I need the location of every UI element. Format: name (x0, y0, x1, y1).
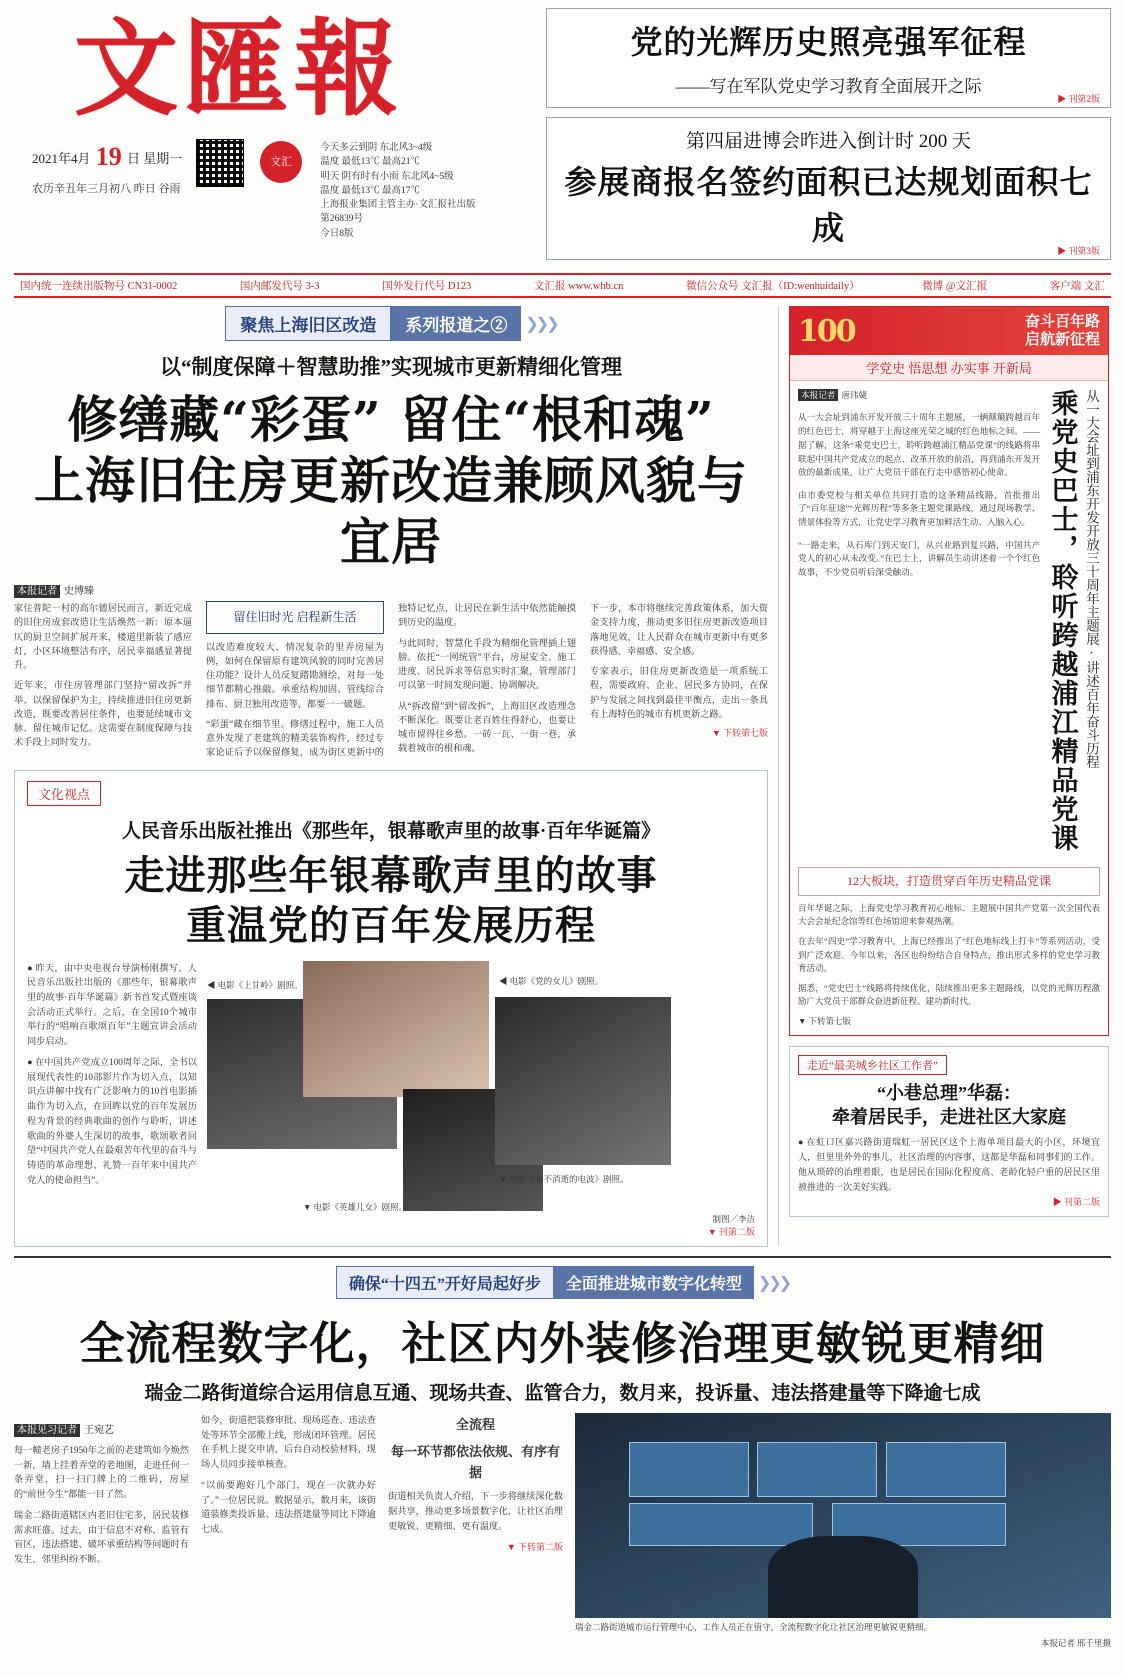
lead-para-7: 专家表示，旧住房更新改造是一项系统工程，需要政府、企业、居民多方协同，在保护与发展之间找到最佳平衡点，走出一条具有上海特色的城市有机更新之路。 (590, 666, 768, 719)
culture-title-line1: 走进那些年银幕歌声里的故事 (124, 851, 658, 899)
bar-item-4: 微信公众号 文汇报（ID:wenhuidaily） (686, 281, 860, 292)
cpc-slogan-line2: 启航新征程 (1024, 332, 1100, 348)
culture-photo-label-2: ◀ 电影《党的女儿》剧照。 (499, 975, 604, 986)
photo-screen-2 (757, 1442, 877, 1497)
series-ribbon-left: 聚焦上海旧区改造 (225, 306, 391, 341)
date-text: 2021年4月 (32, 151, 91, 167)
series-ribbon-right (391, 306, 521, 341)
photo-person (768, 1536, 918, 1618)
community-sign: ▶ 刊第二版 (1052, 1196, 1100, 1207)
publisher-line: 上海报业集团主管主办·文汇报社出版 (320, 200, 476, 211)
culture-tab-label[interactable]: 文化视点 (27, 781, 101, 806)
bar-item-3[interactable]: 文汇报 www.whb.cn (533, 281, 624, 292)
culture-credit: 制图／李洁 (712, 1213, 755, 1224)
lead-pullquote: 留住旧时光 启程新生活 (206, 601, 384, 634)
byline-tag: 本报记者 (14, 585, 60, 598)
issue-number: 第26839号 (320, 214, 364, 225)
top-headline-1-ref: ▶ 刊第2版 (1057, 94, 1100, 104)
cpc-more-0: 百年华诞之际，上海党史学习教育初心地标、主题展中国共产党第一次全国代表大会会址纪念馆等红色场馆迎来参观热潮。 (798, 902, 1100, 927)
bottom-ribbon-right: 全面推进城市数字化转型 (554, 1266, 754, 1299)
top-headline-1-sub: ——写在军队党史学习教育全面展开之际 (675, 77, 982, 96)
page-count: 今日8版 (320, 228, 354, 239)
bottom-photo-credit: 本报记者 邢千里摄 (1040, 1637, 1111, 1648)
lead-title-line2: 上海旧住房更新改造兼顾风貌与宜居 (34, 451, 748, 571)
cpc-centenary-block (789, 306, 1109, 1036)
bar-item-6: 客户端 文汇 (1049, 281, 1105, 292)
bottom-para-1: 瑞金二路街道辖区内老旧住宅多，居民装修需求旺盛。过去，由于信息不对称、监管有盲区，违法搭建、破坏承重结构等问题时有发生，邻里纠纷不断。 (14, 1509, 189, 1565)
lead-byline (14, 582, 768, 597)
series-ribbon (14, 306, 768, 341)
cpc-byline-name: 唐玮婕 (841, 390, 868, 400)
issue-date (32, 137, 182, 176)
seal-icon: 文汇 (260, 141, 302, 183)
bottom-byline-name: 王宛艺 (84, 1425, 114, 1436)
top-headline-2-ref: ▶ 刊第3版 (1057, 246, 1100, 256)
ribbon-arrows-icon: ❯❯❯ (525, 315, 557, 333)
top-headline-2[interactable] (546, 117, 1111, 260)
lead-para-6: 下一步，本市将继续完善政策体系，加大资金支持力度，推动更多旧住房更新改造项目落地见效，让人民群众在城市更新中有更多获得感、幸福感、安全感。 (590, 603, 768, 656)
date-block (32, 137, 182, 196)
bottom-section (14, 1256, 1111, 1650)
community-title-line2: 牵着居民手，走进社区大家庭 (832, 1106, 1066, 1127)
photo-screen-1 (629, 1442, 749, 1497)
culture-sign: ▼ 刊第二版 (707, 1226, 755, 1237)
bottom-section-label: 全流程 (455, 1417, 495, 1432)
bottom-endmark: ▼ 下转第二版 (506, 1541, 563, 1552)
cpc-highlight-box: 12大板块，打造贯穿百年历史精品党课 (798, 867, 1100, 896)
community-tab-label[interactable]: 走近“最美城乡社区工作者” (798, 1055, 947, 1075)
culture-photo-4 (495, 997, 671, 1165)
weather-line-1: 今天多云到阴 东北风3~4级 (320, 143, 433, 154)
bottom-para-3: “以前要跑好几个部门，现在一次就办好了。”一位居民说。数据显示，数月来，该街道装修类投诉量、违法搭建量等同比下降逾七成。 (201, 1479, 376, 1535)
cpc-more-1: 在去年“四史”学习教育中，上海已经推出了“红色地标线上打卡”等系列活动，受到广泛欢迎。今年以来，各区也纷纷结合自身特点，推出形式多样的党史学习教育活动。 (798, 935, 1100, 974)
bottom-photo (575, 1413, 1111, 1618)
masthead (14, 8, 1111, 269)
community-title-line1: “小巷总理”华磊： (877, 1082, 1021, 1103)
bottom-para-0: 每一幢老房子1950年之前的老建筑如今焕然一新，墙上挂着弄堂的老地图，走进任何一条弄堂，扫一扫门牌上的二维码，房屋的“前世今生”都能一目了然。 (14, 1445, 189, 1500)
culture-photo-label-3: ▼ 电影《永不消逝的电波》剧照。 (499, 1173, 629, 1184)
masthead-left (14, 8, 534, 241)
series-number: ② (490, 316, 508, 335)
bottom-ribbon (14, 1266, 1111, 1299)
culture-body (27, 961, 755, 1211)
cpc-vertical-title: 乘党史巴士，聆听跨越浦江精品党课 (1046, 389, 1078, 853)
bottom-para-4: 街道相关负责人介绍，下一步将继续深化数据共享，推动更多场景数字化，让社区治理更敏锐、更精细、更有温度。 (388, 1491, 563, 1531)
cpc-byline-tag: 本报记者 (798, 389, 838, 401)
lead-para-1: 近年来，市住房管理部门坚持“留改拆”并举、以保留保护为主，持续推进旧住房更新改造，既要改善居住条件，也要延续城市文脉、留住城市记忆。这需要在制度保障与技术手段上同时发力。 (14, 680, 192, 748)
culture-para-0: ● 昨天，由中央电视台导演杨刚撰写、人民音乐出版社出版的《那些年，银幕歌声里的故事·百年华诞篇》新书首发式暨座谈会活动正式举行。之后，在全国10个城市举行的“唱响百歌颂百年”主题宣讲会活动同步启动。 (27, 962, 197, 1047)
bottom-body (14, 1413, 1111, 1650)
date-day: 19 (95, 142, 122, 172)
series-ribbon-right-label: 系列报道之 (405, 316, 491, 335)
publication-info-bar (14, 273, 1111, 298)
culture-photo-label-4: ▼ 电影《英雄儿女》剧照。 (303, 1201, 408, 1212)
bottom-photo-caption: 瑞金二路街道城市运行管理中心，工作人员正在值守。全流程数字化让社区治理更敏锐更精细。 (575, 1622, 933, 1632)
culture-text (27, 961, 197, 1211)
bar-item-0: 国内统一连续出版物号 CN31-0002 (20, 281, 178, 292)
community-text: ● 在虹口区嘉兴路街道瑞虹一居民区这个上海单项目最大的小区，环境宜人，但里里外外的事儿，社区治理的内容事，这都是华磊和同事们的工作。他从琐碎的治理着眼，也是居民在国际化程度高、老龄化轻户重的居民区里被推进的一次美好实践。 (798, 1137, 1100, 1192)
lead-endmark: ▼ 下转第七版 (711, 728, 768, 738)
photo-screen-3 (886, 1442, 1006, 1497)
left-column (14, 306, 779, 1246)
cpc-sign: ▼ 下转第七版 (798, 1015, 852, 1026)
masthead-meta (14, 137, 534, 241)
main-content (14, 306, 1111, 1246)
bar-item-5: 微博 @文汇报 (922, 281, 988, 292)
cpc-inner (790, 381, 1108, 861)
lead-para-4: 与此同时，智慧化手段为精细化管理插上翅膀。依托“一网统管”平台，房屋安全、施工进度、居民诉求等信息实时汇聚，管理部门可以第一时间发现问题、协调解决。 (398, 637, 576, 691)
cpc-para-0: 从一大会址到浦东开发开放三十周年主题展，一辆颠簸跨越百年的红色巴士，将穿越于上海这座光荣之城的红色地标之间。——据了解，这条“乘党史巴士，聆听跨越浦江精品党课”的线路将串联起中国共产党成立的起点、改革开放的前沿，再到浦东开发开放的最新成果，让广大党员干部在行走中感悟初心使命。 (798, 412, 1041, 478)
bottom-photo-wrap (575, 1413, 1111, 1650)
lead-shoulder: 以“制度保障＋智慧助推”实现城市更新精细化管理 (160, 355, 622, 379)
top-headline-2-title: 参展商报名签约面积已达规划面积七成 (564, 163, 1093, 247)
cpc-subline: 学党史 悟思想 办实事 开新局 (790, 355, 1108, 381)
date-weekday: 日 星期一 (127, 151, 183, 167)
lead-body (14, 601, 768, 760)
cpc-more-2: 据悉，“党史巴士”线路将持续优化，陆续推出更多主题路线，以党的光辉历程激励广大党员干部群众奋进新征程、建功新时代。 (798, 982, 1100, 1007)
lunar-date: 农历辛丑年三月初八 昨日 谷雨 (32, 183, 181, 196)
lead-para-0: 家住普陀一村的高尔德居民而言，新近完成的旧住房成套改造让生活焕然一新：原本逼仄的厨卫空间扩展开来，楼道里新装了感应灯，小区环境整洁有序，居民幸福感显著提升。 (14, 603, 192, 670)
right-column (779, 306, 1109, 1246)
qr-code-icon[interactable] (196, 139, 244, 187)
byline-name: 史博臻 (64, 586, 94, 597)
lead-para-3: “彩蛋”藏在细节里。修缮过程中，施工人员意外发现了老建筑的精美装饰构件，经过专家论证后予以保留修复，成为街区更新中的独特记忆点，让居民在新生活中依然能触摸到历史的温度。 (206, 603, 576, 758)
bottom-title: 全流程数字化，社区内外装修治理更敏锐更精细 (79, 1317, 1046, 1370)
weather-and-publisher (320, 141, 475, 241)
top-headline-1-title: 党的光辉历史照亮强军征程 (630, 23, 1027, 61)
bottom-byline-tag: 本报见习记者 (14, 1424, 80, 1437)
culture-photo-2 (303, 961, 489, 1097)
bottom-col-1 (14, 1413, 189, 1650)
cpc-100-badge: 100 (798, 313, 855, 349)
culture-kicker: 人民音乐出版社推出《那些年，银幕歌声里的故事·百年华诞篇》 (121, 820, 661, 842)
bottom-section-label-2: 每一环节都依法依规、有序有据 (390, 1443, 560, 1480)
bottom-subtitle: 瑞金二路街道综合运用信息互通、现场共查、监管合力，数月来，投诉量、违法搭建量等下降逾七成 (144, 1383, 981, 1404)
weather-line-2: 温度 最低13℃ 最高21℃ (320, 157, 421, 168)
culture-photo-grid (207, 961, 755, 1211)
weather-line-3: 明天 阴有时有小雨 东北风4~5级 (320, 171, 454, 182)
cpc-vertical-sub: 从一大会址到浦东开发开放三十周年主题展·讲述百年奋斗历程 (1084, 389, 1099, 769)
bottom-col-3 (388, 1413, 563, 1650)
bottom-para-2: 如今，街道把装修审批、现场巡查、违法查处等环节全部搬上线，形成闭环管理。居民在手机上提交申请，后台自动校验材料，现场人员同步接单核查。 (201, 1415, 376, 1470)
bottom-col-2 (201, 1413, 376, 1650)
cpc-byline (798, 389, 1040, 403)
newspaper-logo: 文匯報 (74, 7, 405, 130)
bottom-byline (14, 1423, 189, 1439)
cpc-banner (790, 307, 1108, 355)
bottom-ribbon-left: 确保“十四五”开好局起好步 (336, 1266, 554, 1299)
bar-item-1: 国内邮发代号 3-3 (239, 281, 320, 292)
top-headline-2-kicker: 第四届进博会昨进入倒计时 200 天 (685, 131, 971, 152)
weather-line-4: 温度 最低13℃ 最高17℃ (320, 185, 421, 196)
top-headline-1[interactable] (546, 8, 1111, 108)
culture-photo-label-1: ◀ 电影《上甘岭》剧照。 (207, 979, 303, 990)
lead-para-2: 以改造难度较大、情况复杂的里弄房屋为例，如何在保留原有建筑风貌的同时完善居住功能？设计人员反复踏勘测绘，对每一处细节都精心推敲。承重结构加固、管线综合排布、厨卫独用改造等，都要一一破题。 (206, 641, 384, 709)
masthead-right (546, 8, 1111, 269)
bottom-ribbon-arrows-icon: ❯❯❯ (757, 1274, 790, 1292)
photo-screen-4 (629, 1503, 813, 1546)
cpc-text (798, 389, 1040, 853)
cpc-para-1: 由市委党校与相关单位共同打造的这条精品线路，首批推出了“百年征途”“光辉历程”等多条主题党课路线，通过现场教学、情景体验等方式，让党史学习教育更加鲜活生动、入脑入心。 (798, 489, 1041, 528)
culture-title-line2: 重温党的百年发展历程 (186, 901, 596, 949)
culture-para-1: ● 在中国共产党成立100周年之际，全书以展现代表性的10部影片作为切入点，以知识点讲解中找有广泛影响力的10首电影插曲作为切入点，在回眸以党的百年发展历程为背景的经典歌曲的创作与聆听，讲述歌曲的外婆人生深切的故事，歌颂歌者回望“中国共产党人在最艰苦年代里的奋斗与铸造的革命理想、礼赞一百年来中国共产党人的使命担当”。 (27, 1056, 197, 1185)
bar-item-2: 国外发行代号 D123 (382, 281, 472, 292)
lead-title-line1: 修缮藏“彩蛋” 留住“根和魂” (67, 390, 715, 449)
lead-para-5: 从“拆改留”到“留改拆”，上海旧区改造理念不断深化。既要让老百姓住得舒心，也要让城市留得住乡愁。一砖一瓦、一街一巷，承载着城市的根和魂。 (398, 700, 576, 754)
culture-block (14, 770, 768, 1247)
cpc-para-2: “一路走来，从石库门到天安门，从兴业路到复兴路，中国共产党人的初心从未改变。”在巴士上，讲解员生动讲述着一个个红色故事，不少党员听后深受触动。 (798, 539, 1041, 578)
cpc-slogan-line1: 奋斗百年路 (1024, 314, 1100, 330)
cpc-slogan (1025, 313, 1100, 349)
community-block (789, 1046, 1109, 1217)
